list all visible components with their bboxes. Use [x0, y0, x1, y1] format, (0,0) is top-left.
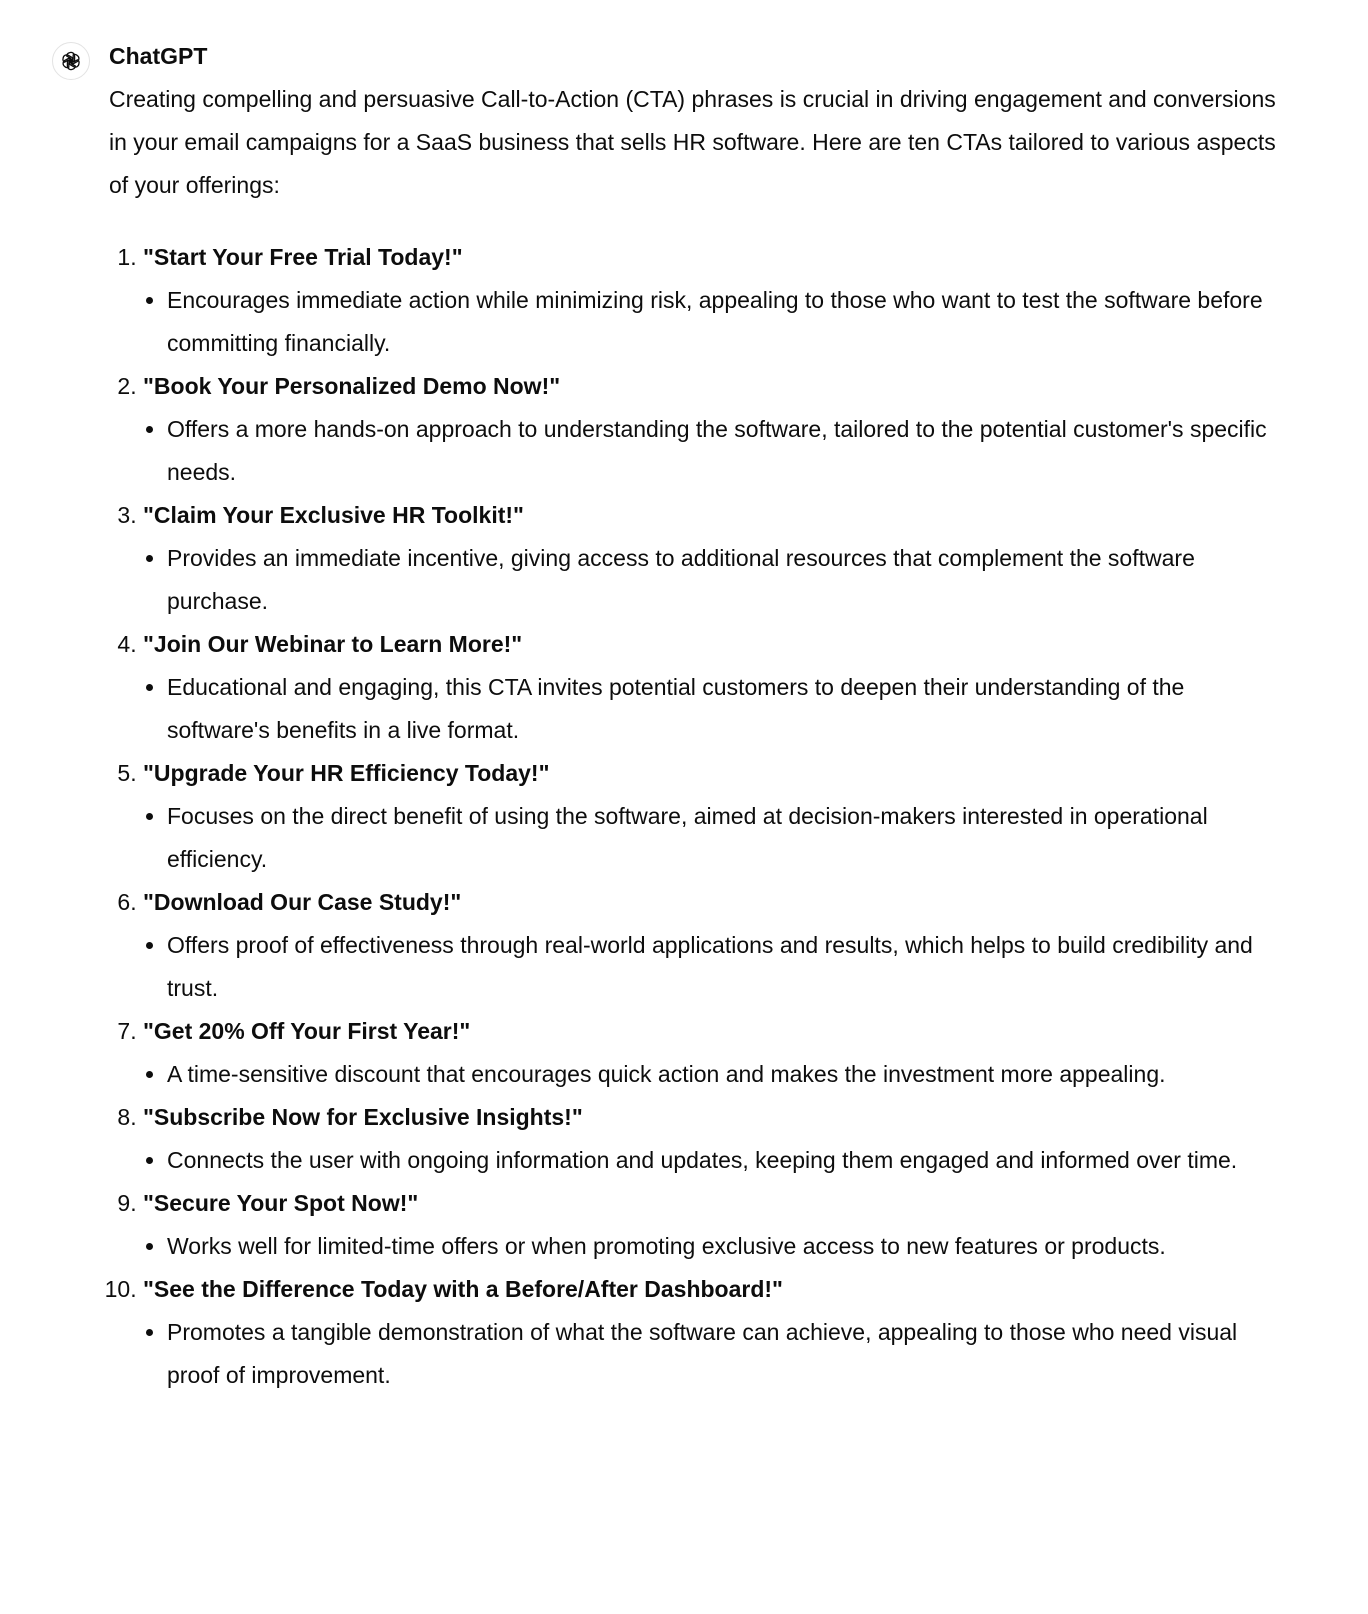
cta-title: "Join Our Webinar to Learn More!" — [143, 631, 523, 657]
cta-description-list — [143, 924, 1279, 1010]
cta-item — [143, 1182, 1279, 1268]
cta-title: "See the Difference Today with a Before/After Dashboard!" — [143, 1276, 783, 1302]
cta-description: • Offers a more hands-on approach to understanding the software, tailored to the potential customer's specific needs. — [167, 408, 1279, 494]
cta-description-list — [143, 1139, 1279, 1182]
cta-title: "Upgrade Your HR Efficiency Today!" — [143, 760, 550, 786]
cta-description-list — [143, 1225, 1279, 1268]
message-content — [109, 34, 1279, 1397]
cta-item — [143, 365, 1279, 494]
cta-description: • Encourages immediate action while minimizing risk, appealing to those who want to test the software before committing financially. — [167, 279, 1279, 365]
cta-description: • Provides an immediate incentive, giving access to additional resources that complement the software purchase. — [167, 537, 1279, 623]
cta-description: • Connects the user with ongoing information and updates, keeping them engaged and informed over time. — [167, 1139, 1279, 1182]
cta-title: "Download Our Case Study!" — [143, 889, 462, 915]
cta-item — [143, 752, 1279, 881]
cta-item — [143, 623, 1279, 752]
assistant-avatar — [52, 42, 90, 80]
cta-item — [143, 881, 1279, 1010]
cta-item — [143, 236, 1279, 365]
message-author: ChatGPT — [109, 43, 208, 69]
cta-description-list — [143, 1053, 1279, 1096]
cta-title: "Start Your Free Trial Today!" — [143, 244, 463, 270]
cta-description: • Promotes a tangible demonstration of what the software can achieve, appealing to those who need visual proof of improvement. — [167, 1311, 1279, 1397]
message-intro: Creating compelling and persuasive Call-to-Action (CTA) phrases is crucial in driving engagement and conversions in your email campaigns for a SaaS business that sells HR software. Here are ten CTAs tailored to various aspects of your offerings: — [109, 86, 1276, 198]
cta-description: • Focuses on the direct benefit of using the software, aimed at decision-makers interested in operational efficiency. — [167, 795, 1279, 881]
cta-description: • Educational and engaging, this CTA invites potential customers to deepen their understanding of the software's benefits in a live format. — [167, 666, 1279, 752]
cta-description: • A time-sensitive discount that encourages quick action and makes the investment more appealing. — [167, 1053, 1279, 1096]
cta-item — [143, 1096, 1279, 1182]
cta-title: "Get 20% Off Your First Year!" — [143, 1018, 471, 1044]
cta-description-list — [143, 537, 1279, 623]
cta-title: "Book Your Personalized Demo Now!" — [143, 373, 561, 399]
cta-description-list — [143, 795, 1279, 881]
cta-description: • Offers proof of effectiveness through real-world applications and results, which helps to build credibility and trust. — [167, 924, 1279, 1010]
cta-item — [143, 494, 1279, 623]
cta-item — [143, 1268, 1279, 1397]
cta-list — [109, 236, 1279, 1397]
cta-title: "Claim Your Exclusive HR Toolkit!" — [143, 502, 524, 528]
cta-description-list — [143, 408, 1279, 494]
cta-description: • Works well for limited-time offers or when promoting exclusive access to new features or products. — [167, 1225, 1279, 1268]
openai-logo-icon — [59, 49, 83, 73]
cta-description-list — [143, 279, 1279, 365]
cta-description-list — [143, 1311, 1279, 1397]
cta-title: "Secure Your Spot Now!" — [143, 1190, 419, 1216]
cta-title: "Subscribe Now for Exclusive Insights!" — [143, 1104, 583, 1130]
cta-item — [143, 1010, 1279, 1096]
cta-description-list — [143, 666, 1279, 752]
